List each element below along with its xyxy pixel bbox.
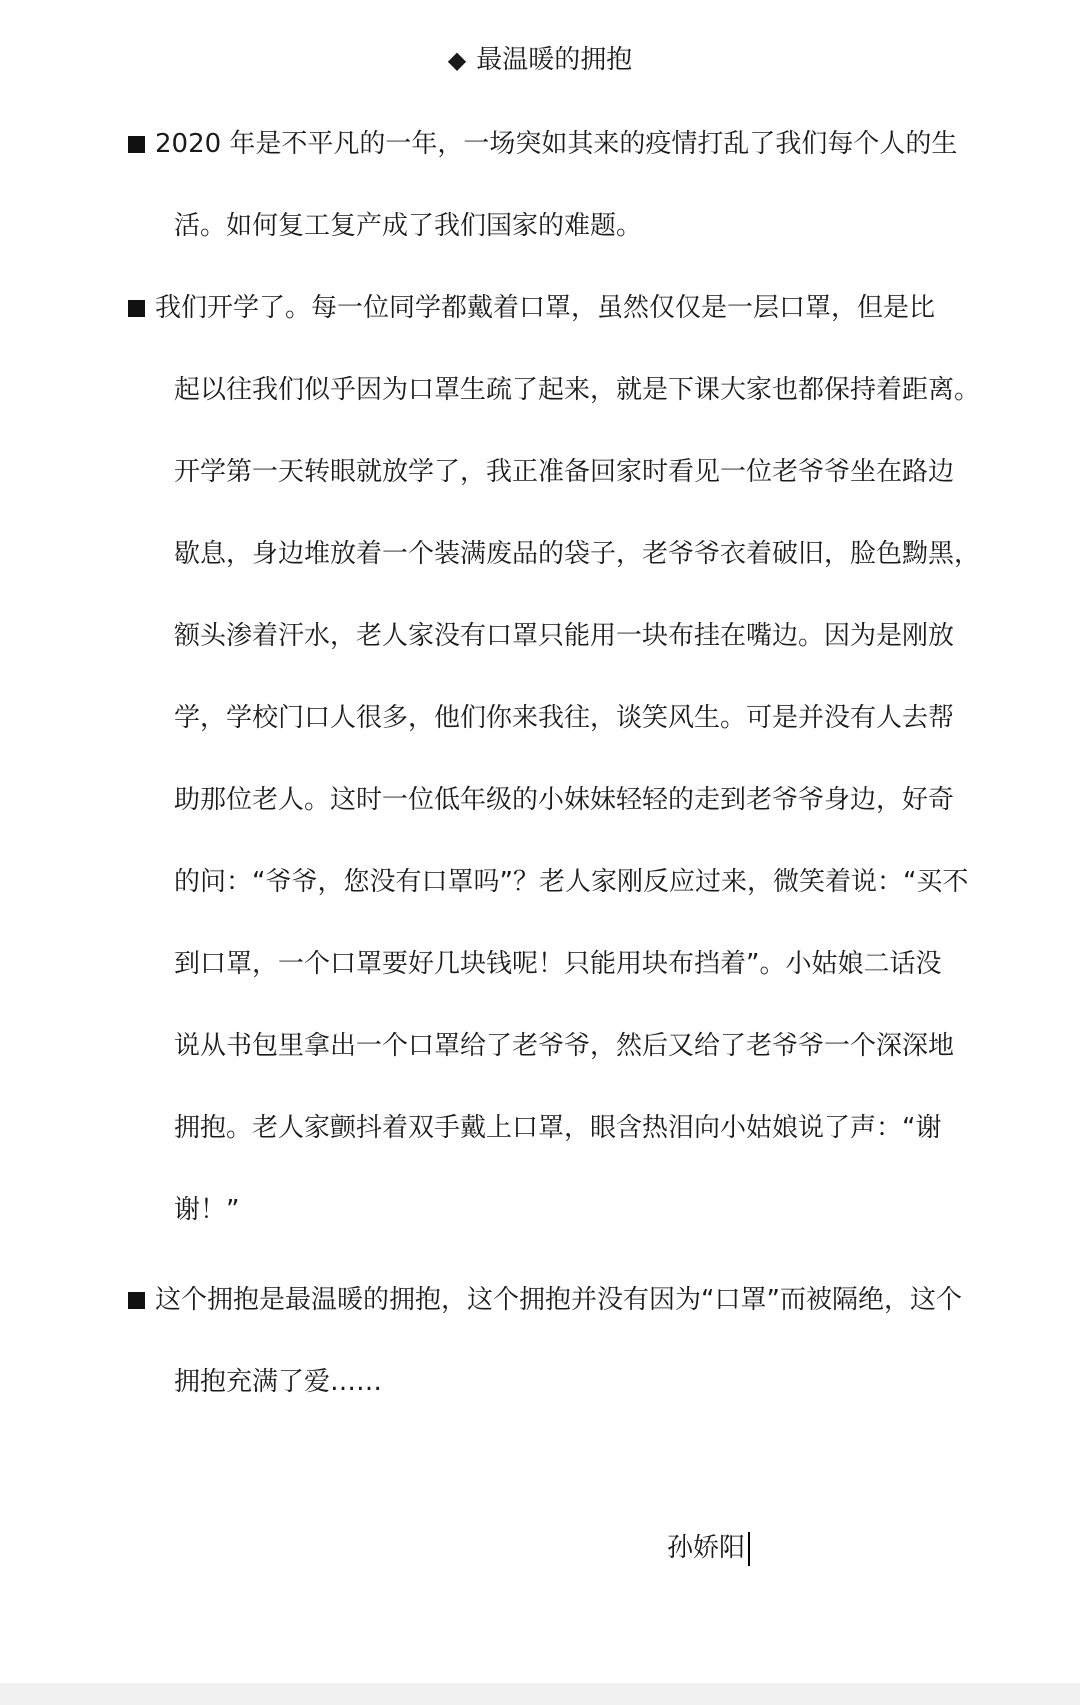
bottom-scroll-area	[0, 1683, 1080, 1705]
diamond-bullet-icon: ◆	[447, 46, 467, 74]
paragraph-line: 2020 年是不平凡的一年，一场突如其来的疫情打乱了我们每个人的生	[155, 129, 958, 159]
paragraph-line: 谢！”	[174, 1195, 240, 1225]
paragraph-line: 助那位老人。这时一位低年级的小妹妹轻轻的走到老爷爷身边，好奇	[174, 785, 955, 815]
paragraph-line: 起以往我们似乎因为口罩生疏了起来，就是下课大家也都保持着距离。	[174, 375, 981, 405]
paragraph-line: 的问：“爷爷，您没有口罩吗”？老人家刚反应过来，微笑着说：“买不	[174, 867, 969, 897]
paragraph-line: 我们开学了。每一位同学都戴着口罩，虽然仅仅是一层口罩，但是比	[155, 293, 936, 323]
document-title	[0, 38, 1080, 82]
paragraph-line: 说从书包里拿出一个口罩给了老爷爷，然后又给了老爷爷一个深深地	[174, 1031, 955, 1061]
paragraph-line: 拥抱充满了爱……	[174, 1367, 383, 1397]
paragraph-line: 学，学校门口人很多，他们你来我往，谈笑风生。可是并没有人去帮	[174, 703, 955, 733]
square-bullet-icon	[128, 1292, 145, 1309]
paragraph-line: 开学第一天转眼就放学了，我正准备回家时看见一位老爷爷坐在路边	[174, 457, 955, 487]
signature-text: 孙娇阳	[667, 1533, 746, 1563]
paragraph-line: 额头渗着汗水，老人家没有口罩只能用一块布挂在嘴边。因为是刚放	[174, 621, 955, 651]
text-cursor-icon	[748, 1532, 750, 1566]
square-bullet-icon	[128, 136, 145, 153]
paragraph-line: 到口罩，一个口罩要好几块钱呢！只能用块布挡着”。小姑娘二话没	[174, 949, 942, 979]
square-bullet-icon	[128, 300, 145, 317]
paragraph-line: 歇息，身边堆放着一个装满废品的袋子，老爷爷衣着破旧，脸色黝黑，	[174, 539, 981, 569]
paragraph-line: 拥抱。老人家颤抖着双手戴上口罩，眼含热泪向小姑娘说了声：“谢	[174, 1113, 942, 1143]
paragraph-line: 这个拥抱是最温暖的拥抱，这个拥抱并没有因为“口罩”而被隔绝，这个	[155, 1285, 962, 1315]
author-signature[interactable]	[667, 1526, 750, 1570]
paragraph-line: 活。如何复工复产成了我们国家的难题。	[174, 211, 643, 241]
title-text: 最温暖的拥抱	[476, 45, 633, 75]
